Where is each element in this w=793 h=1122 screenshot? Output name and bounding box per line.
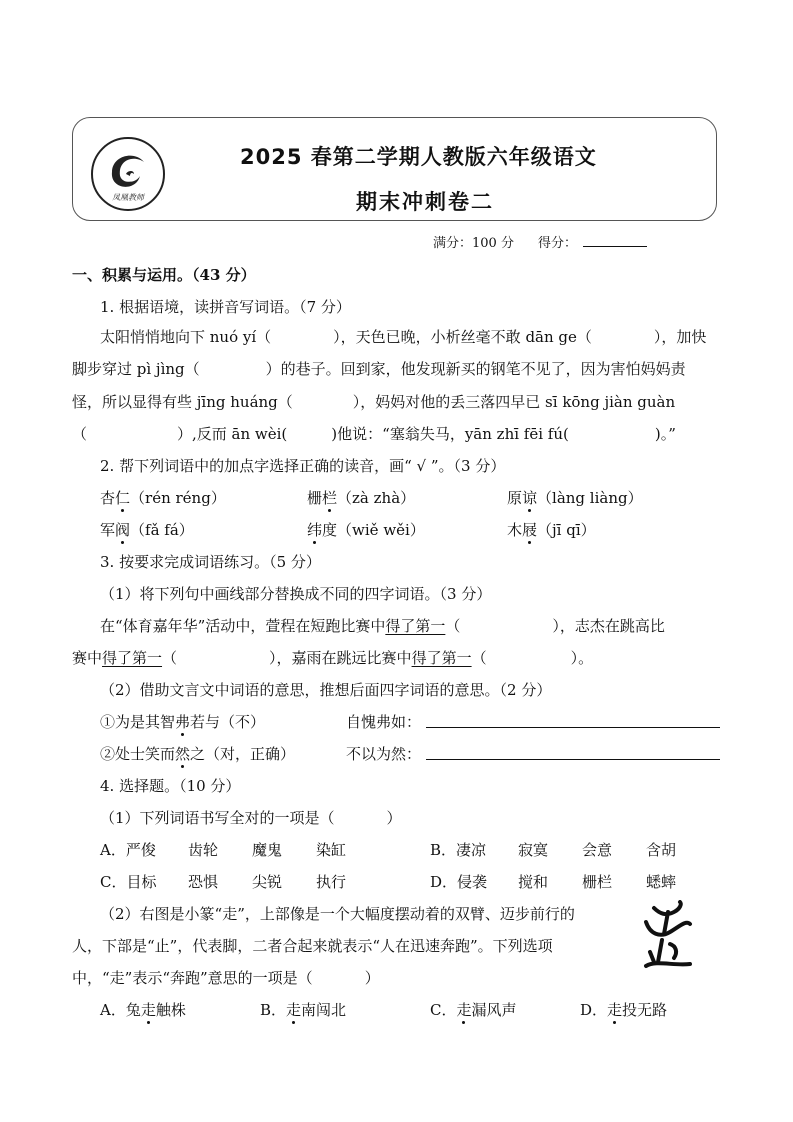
choice-d: D．走投无路 xyxy=(580,1001,668,1019)
q4-sub2-line1: （2）右图是小篆“走”，上部像是一个大幅度摆动着的双臂、迈步前行的 xyxy=(100,905,575,923)
seal-script-zou-icon xyxy=(640,900,696,976)
page-title: 2025 春第二学期人教版六年级语文 xyxy=(240,145,597,169)
svg-text:凤凰教师: 凤凰教师 xyxy=(112,193,144,202)
q2-item: 纬度（wiě wěi） xyxy=(307,521,425,539)
answer-line[interactable] xyxy=(426,727,720,728)
q1-line4: （ ）,反而 ān wèi( )他说：“塞翁失马，yān zhī fēi fú( )。” xyxy=(72,425,676,443)
score-blank[interactable] xyxy=(583,246,647,247)
q2-item: 栅栏（zà zhà） xyxy=(307,489,416,507)
q2-item: 杏仁（rén réng） xyxy=(100,489,226,507)
q4-title: 4. 选择题。（10 分） xyxy=(100,777,241,795)
q3-sub2-title: （2）借助文言文中词语的意思，推想后面四字词语的意思。（2 分） xyxy=(100,681,552,699)
q1-line2: 脚步穿过 pì jìng（ ）的巷子。回到家，他发现新买的钢笔不见了，因为害怕妈妈责 xyxy=(72,360,686,378)
q3-title: 3. 按要求完成词语练习。（5 分） xyxy=(100,553,321,571)
q4-sub1: （1）下列词语书写全对的一项是（ ） xyxy=(100,809,402,827)
q3-row2: ②处士笑而然之（对，正确） xyxy=(100,745,296,763)
section-title: 一、积累与运用。（43 分） xyxy=(72,266,256,284)
option-b: B．凄凉 寂寞 会意 含胡 xyxy=(430,841,677,859)
q2-item: 军阀（fǎ fá） xyxy=(100,521,194,539)
q4-sub2-line2: 人，下部是“止”，代表脚，二者合起来就表示“人在迅速奔跑”。下列选项 xyxy=(72,937,553,955)
q2-item: 原谅（làng liàng） xyxy=(507,489,643,507)
page-subtitle: 期末冲刺卷二 xyxy=(356,190,494,214)
choice-b: B．走南闯北 xyxy=(260,1001,347,1019)
earned-score-label: 得分： xyxy=(537,236,577,251)
option-a: A．严俊 齿轮 魔鬼 染缸 xyxy=(100,841,347,859)
q1-title: 1. 根据语境，读拼音写词语。（7 分） xyxy=(100,298,351,316)
answer-line[interactable] xyxy=(426,759,720,760)
phoenix-logo-icon xyxy=(90,136,166,212)
total-score-label: 满分：100 分 xyxy=(433,236,514,251)
q3-sentence2: 赛中得了第一（ ），嘉雨在跳远比赛中得了第一（ ）。 xyxy=(72,649,594,667)
option-d: D．侵袭 搅和 栅栏 蟋蟀 xyxy=(430,873,677,891)
q3-row2-question: 不以为然： xyxy=(346,745,422,763)
q3-row1: ①为是其智弗若与（不） xyxy=(100,713,266,731)
q2-item: 木屐（jī qī） xyxy=(507,521,596,539)
score-info xyxy=(433,232,577,251)
q1-line1: 太阳悄悄地向下 nuó yí（ ），天色已晚，小析丝毫不敢 dān ge（ ），加快 xyxy=(100,328,707,346)
choice-a: A．兔走触株 xyxy=(100,1001,186,1019)
q1-line3: 怪，所以显得有些 jīng huáng（ ），妈妈对他的丢三落四早已 sī kōng jiàn guàn xyxy=(72,393,676,411)
choice-c: C．走漏风声 xyxy=(430,1001,517,1019)
q3-row1-question: 自愧弗如： xyxy=(346,713,422,731)
q3-sub1-title: （1）将下列句中画线部分替换成不同的四字词语。（3 分） xyxy=(100,585,492,603)
q2-title: 2. 帮下列词语中的加点字选择正确的读音，画“ √ ”。（3 分） xyxy=(100,457,506,475)
q4-sub2-line3: 中，“走”表示“奔跑”意思的一项是（ ） xyxy=(72,969,380,987)
q3-sentence1: 在“体育嘉年华”活动中，萱程在短跑比赛中得了第一（ ），志杰在跳高比 xyxy=(100,617,665,635)
option-c: C．目标 恐惧 尖锐 执行 xyxy=(100,873,347,891)
